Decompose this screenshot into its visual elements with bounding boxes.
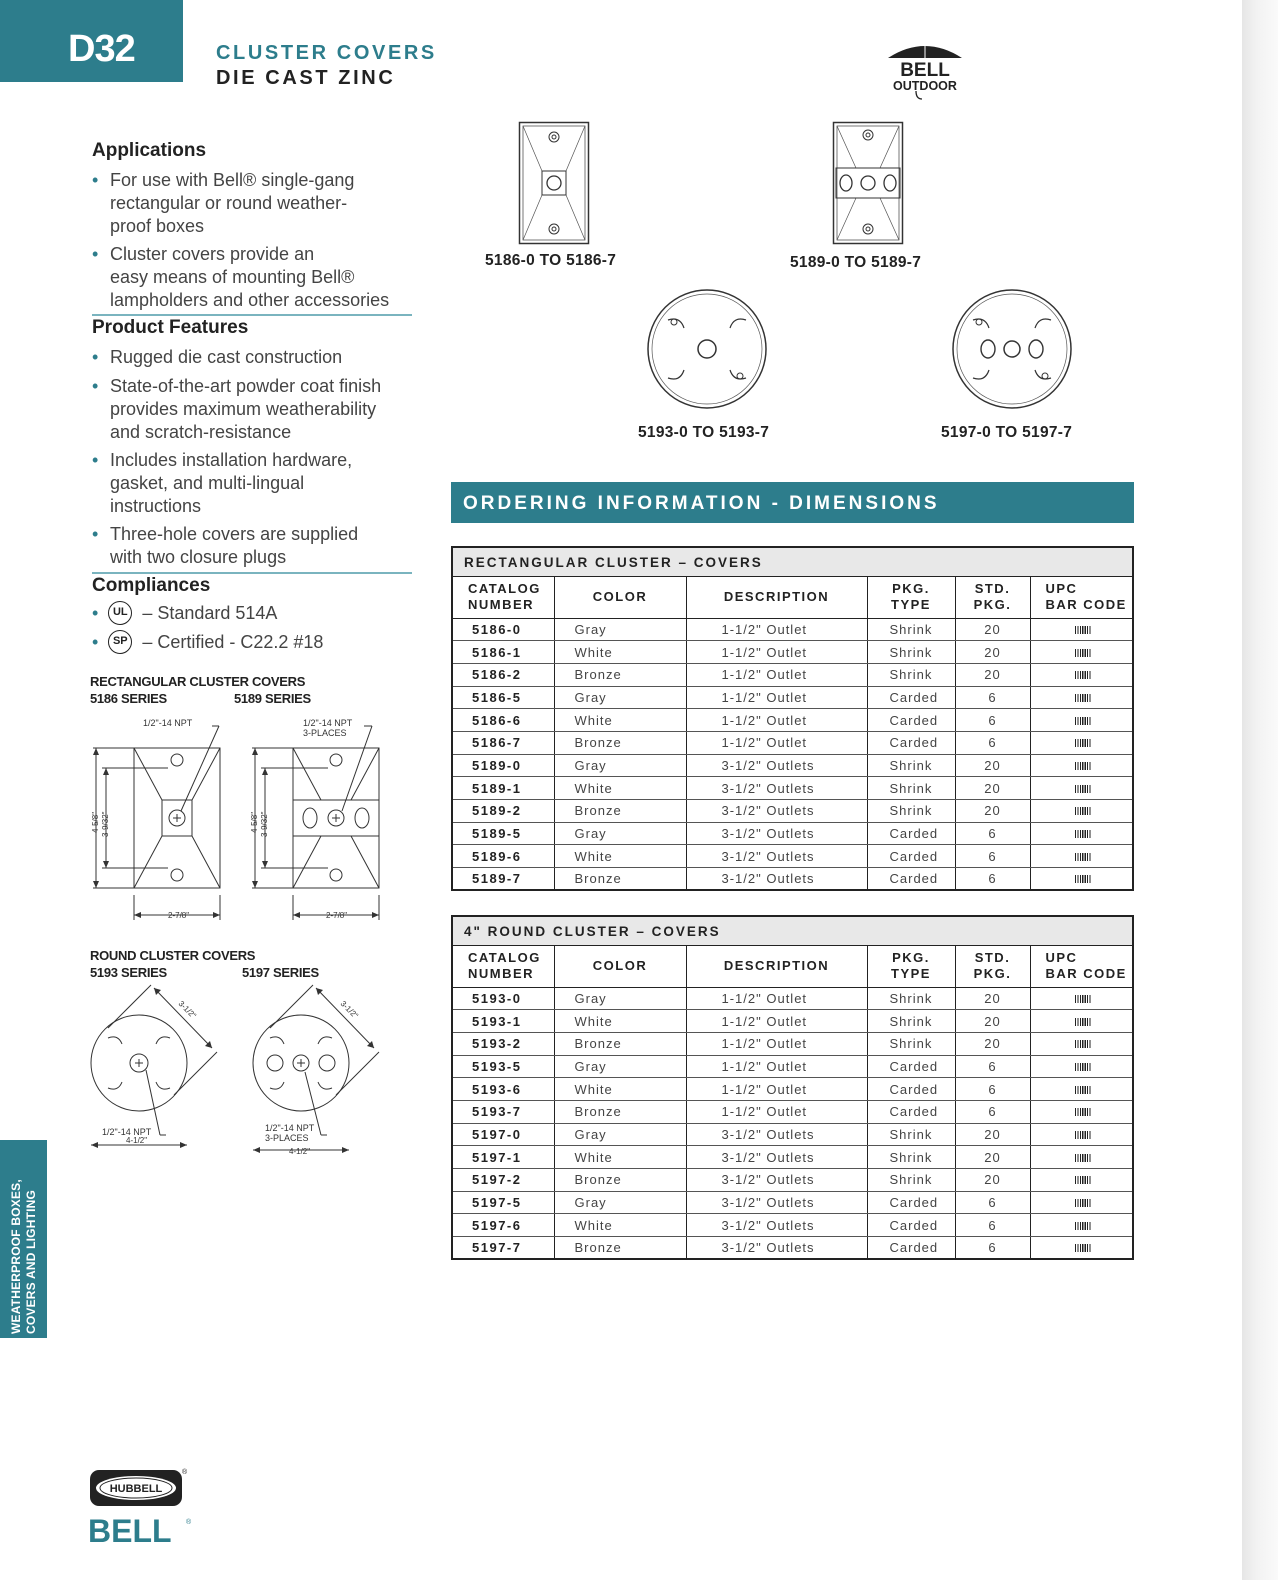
color-cell: White [554,1146,686,1169]
compliances-heading: Compliances [92,575,211,596]
product-caption: 5197-0 TO 5197-7 [941,424,1073,441]
description-cell: 3-1/2" Outlets [686,1214,867,1237]
upc-barcode-cell [1030,1010,1133,1033]
barcode-icon [1075,1108,1092,1116]
logo-outdoor-text: OUTDOOR [893,79,957,93]
pkg-type-cell: Shrink [867,1146,955,1169]
description-cell: 3-1/2" Outlets [686,1237,867,1260]
table-row [452,868,1133,891]
upc-barcode-cell [1030,800,1133,823]
dim-height-outer: 4-5/8" [91,811,100,833]
section-divider [92,314,412,316]
compliance-item: • UL – Standard 514A [92,601,277,625]
std-pkg-cell: 20 [955,987,1030,1010]
upc-barcode-cell [1030,1214,1133,1237]
features-item: • Rugged die cast construction [92,347,343,367]
series-label: 5189 SERIES [234,691,311,706]
npt-label: 1/2"-14 NPT 3-PLACES [303,718,353,738]
upc-barcode-cell [1030,618,1133,641]
std-pkg-cell: 6 [955,709,1030,732]
col-header: STD. PKG. [955,576,1030,618]
barcode-icon [1075,1154,1092,1162]
std-pkg-cell: 6 [955,731,1030,754]
features-item: • Three-hole covers are supplied with two closure plugs [92,524,359,567]
rect-dimension-drawing [88,715,388,930]
pkg-type-cell: Shrink [867,987,955,1010]
round-drawings-heading: ROUND CLUSTER COVERS [90,948,256,963]
upc-barcode-cell [1030,777,1133,800]
product-caption: 5186-0 TO 5186-7 [485,252,617,269]
col-header: DESCRIPTION [686,945,867,987]
dim-width: 2-7/8" [168,911,190,920]
std-pkg-cell: 6 [955,1191,1030,1214]
table-row [452,618,1133,641]
pkg-type-cell: Carded [867,1214,955,1237]
pkg-type-cell: Carded [867,1055,955,1078]
catalog-number: 5186-5 [452,686,554,709]
table-row [452,1214,1133,1237]
features-heading: Product Features [92,317,249,338]
barcode-icon [1075,671,1092,679]
pkg-type-cell: Shrink [867,754,955,777]
hubbell-bell-logo [88,1466,198,1548]
product-caption: 5189-0 TO 5189-7 [790,254,922,271]
table-row [452,754,1133,777]
barcode-icon [1075,1199,1092,1207]
color-cell: Gray [554,1055,686,1078]
upc-barcode-cell [1030,1100,1133,1123]
barcode-icon [1075,1018,1092,1026]
table-row [452,641,1133,664]
upc-barcode-cell [1030,845,1133,868]
catalog-number: 5189-0 [452,754,554,777]
std-pkg-cell: 20 [955,754,1030,777]
color-cell: White [554,709,686,732]
ul-mark-icon: UL [108,601,132,625]
product-image-5193 [646,288,768,410]
upc-barcode-cell [1030,1078,1133,1101]
upc-barcode-cell [1030,1237,1133,1260]
pkg-type-cell: Shrink [867,800,955,823]
description-cell: 3-1/2" Outlets [686,754,867,777]
color-cell: White [554,777,686,800]
std-pkg-cell: 20 [955,1010,1030,1033]
color-cell: Bronze [554,1169,686,1192]
color-cell: Bronze [554,1237,686,1260]
product-image-5189 [832,121,904,245]
col-header: CATALOG NUMBER [452,576,554,618]
catalog-number: 5186-6 [452,709,554,732]
catalog-number: 5193-5 [452,1055,554,1078]
description-cell: 3-1/2" Outlets [686,1191,867,1214]
std-pkg-cell: 6 [955,1055,1030,1078]
description-cell: 1-1/2" Outlet [686,709,867,732]
upc-barcode-cell [1030,1032,1133,1055]
dim-height-inner: 3-9/32" [260,811,269,837]
features-item: • State-of-the-art powder coat finish provides maximum weatherability and scratch-resistance [92,376,382,442]
table-row [452,1078,1133,1101]
table-caption: 4" ROUND CLUSTER – COVERS [452,916,1133,945]
pkg-type-cell: Shrink [867,618,955,641]
pkg-type-cell: Carded [867,1100,955,1123]
page-title: CLUSTER COVERS [216,42,437,64]
std-pkg-cell: 20 [955,800,1030,823]
color-cell: Gray [554,686,686,709]
std-pkg-cell: 6 [955,868,1030,891]
logo-hubbell-text: HUBBELL [109,1483,163,1495]
section-divider [92,572,412,574]
applications-item: • For use with Bell® single-gang rectangular or round weather- proof boxes [92,170,355,236]
color-cell: Bronze [554,868,686,891]
applications-heading: Applications [92,140,207,161]
barcode-icon [1075,694,1092,702]
barcode-icon [1075,762,1092,770]
color-cell: White [554,845,686,868]
color-cell: Gray [554,618,686,641]
bell-outdoor-logo [880,38,970,102]
color-cell: White [554,1078,686,1101]
table-row [452,663,1133,686]
catalog-number: 5186-2 [452,663,554,686]
description-cell: 1-1/2" Outlet [686,1055,867,1078]
rect-drawings-heading: RECTANGULAR CLUSTER COVERS [90,674,306,689]
barcode-icon [1075,1040,1092,1048]
col-header: PKG. TYPE [867,945,955,987]
upc-barcode-cell [1030,754,1133,777]
table-caption: RECTANGULAR CLUSTER – COVERS [452,547,1133,576]
catalog-number: 5197-1 [452,1146,554,1169]
catalog-number: 5189-7 [452,868,554,891]
col-header: COLOR [554,576,686,618]
std-pkg-cell: 20 [955,1169,1030,1192]
description-cell: 1-1/2" Outlet [686,731,867,754]
product-image-5186 [518,121,590,245]
color-cell: Gray [554,822,686,845]
description-cell: 1-1/2" Outlet [686,987,867,1010]
color-cell: Gray [554,1191,686,1214]
features-item: • Includes installation hardware, gasket, and multi-lingual instructions [92,450,353,516]
description-cell: 1-1/2" Outlet [686,641,867,664]
dim-bolt-circle: 3-1/2" [176,999,198,1021]
std-pkg-cell: 6 [955,1214,1030,1237]
barcode-icon [1075,830,1092,838]
description-cell: 3-1/2" Outlets [686,822,867,845]
page-subtitle: DIE CAST ZINC [216,67,396,89]
table-row [452,1169,1133,1192]
std-pkg-cell: 20 [955,777,1030,800]
description-cell: 3-1/2" Outlets [686,777,867,800]
pkg-type-cell: Shrink [867,777,955,800]
barcode-icon [1075,995,1092,1003]
page-code-tab: D32 [0,0,183,82]
upc-barcode-cell [1030,1123,1133,1146]
page-edge-shadow [1242,0,1278,1580]
std-pkg-cell: 6 [955,1237,1030,1260]
pkg-type-cell: Carded [867,1078,955,1101]
series-label: 5193 SERIES [90,965,167,980]
dim-height-inner: 3-9/32" [101,811,110,837]
std-pkg-cell: 20 [955,641,1030,664]
upc-barcode-cell [1030,1146,1133,1169]
table-row [452,822,1133,845]
barcode-icon [1075,626,1092,634]
round-ordering-table [451,915,1134,1260]
series-label: 5186 SERIES [90,691,167,706]
table-row [452,731,1133,754]
table-row [452,1237,1133,1260]
barcode-icon [1075,1176,1092,1184]
col-header: DESCRIPTION [686,576,867,618]
std-pkg-cell: 20 [955,1123,1030,1146]
pkg-type-cell: Carded [867,709,955,732]
color-cell: Bronze [554,663,686,686]
dim-height-outer: 4-5/8" [250,811,259,833]
pkg-type-cell: Shrink [867,641,955,664]
table-row [452,1191,1133,1214]
npt-label: 1/2"-14 NPT 3-PLACES [265,1123,315,1143]
description-cell: 3-1/2" Outlets [686,1123,867,1146]
barcode-icon [1075,649,1092,657]
barcode-icon [1075,1244,1092,1252]
barcode-icon [1075,853,1092,861]
pkg-type-cell: Carded [867,845,955,868]
col-header: UPC BAR CODE [1030,945,1133,987]
table-row [452,1100,1133,1123]
catalog-number: 5189-6 [452,845,554,868]
col-header: CATALOG NUMBER [452,945,554,987]
col-header: UPC BAR CODE [1030,576,1133,618]
catalog-number: 5193-0 [452,987,554,1010]
rect-ordering-table [451,546,1134,891]
barcode-icon [1075,1222,1092,1230]
catalog-number: 5193-6 [452,1078,554,1101]
description-cell: 3-1/2" Outlets [686,800,867,823]
dim-diameter: 4-1/2" [289,1147,311,1156]
table-row [452,1010,1133,1033]
svg-text:®: ® [182,1469,188,1476]
col-header: STD. PKG. [955,945,1030,987]
pkg-type-cell: Carded [867,731,955,754]
table-row [452,800,1133,823]
upc-barcode-cell [1030,1191,1133,1214]
description-cell: 3-1/2" Outlets [686,868,867,891]
catalog-number: 5186-7 [452,731,554,754]
catalog-number: 5193-2 [452,1032,554,1055]
pkg-type-cell: Carded [867,1191,955,1214]
barcode-icon [1075,717,1092,725]
upc-barcode-cell [1030,663,1133,686]
upc-barcode-cell [1030,868,1133,891]
table-row [452,686,1133,709]
catalog-number: 5193-7 [452,1100,554,1123]
logo-bell-footer-text: BELL [88,1513,172,1548]
npt-label: 1/2"-14 NPT [143,718,193,728]
std-pkg-cell: 20 [955,1146,1030,1169]
color-cell: White [554,641,686,664]
round-dimension-drawing [86,980,386,1160]
std-pkg-cell: 6 [955,1100,1030,1123]
color-cell: Gray [554,754,686,777]
col-header: COLOR [554,945,686,987]
catalog-number: 5197-0 [452,1123,554,1146]
table-row [452,1146,1133,1169]
color-cell: Gray [554,987,686,1010]
csa-mark-icon: SP [108,630,132,654]
color-cell: Bronze [554,800,686,823]
color-cell: Bronze [554,1100,686,1123]
svg-text:®: ® [186,1519,192,1526]
table-row [452,777,1133,800]
std-pkg-cell: 6 [955,822,1030,845]
std-pkg-cell: 6 [955,845,1030,868]
std-pkg-cell: 6 [955,1078,1030,1101]
upc-barcode-cell [1030,987,1133,1010]
color-cell: White [554,1010,686,1033]
pkg-type-cell: Carded [867,1237,955,1260]
barcode-icon [1075,875,1092,883]
barcode-icon [1075,785,1092,793]
product-caption: 5193-0 TO 5193-7 [638,424,770,441]
table-row [452,709,1133,732]
pkg-type-cell: Shrink [867,1010,955,1033]
description-cell: 1-1/2" Outlet [686,663,867,686]
upc-barcode-cell [1030,686,1133,709]
logo-bell-text: BELL [900,60,950,81]
applications-item: • Cluster covers provide an easy means of mounting Bell® lampholders and other accessories [92,244,390,310]
barcode-icon [1075,1086,1092,1094]
description-cell: 3-1/2" Outlets [686,1169,867,1192]
barcode-icon [1075,739,1092,747]
description-cell: 1-1/2" Outlet [686,618,867,641]
dim-width: 2-7/8" [326,911,348,920]
barcode-icon [1075,1131,1092,1139]
pkg-type-cell: Shrink [867,1032,955,1055]
npt-label: 1/2"-14 NPT [102,1127,152,1137]
pkg-type-cell: Carded [867,822,955,845]
upc-barcode-cell [1030,641,1133,664]
upc-barcode-cell [1030,1169,1133,1192]
color-cell: White [554,1214,686,1237]
std-pkg-cell: 20 [955,663,1030,686]
std-pkg-cell: 6 [955,686,1030,709]
upc-barcode-cell [1030,731,1133,754]
catalog-number: 5197-2 [452,1169,554,1192]
section-side-tab: WEATHERPROOF BOXES, COVERS AND LIGHTING [0,1140,47,1338]
dim-bolt-circle: 3-1/2" [338,999,360,1021]
product-image-5197 [951,288,1073,410]
catalog-number: 5189-1 [452,777,554,800]
upc-barcode-cell [1030,709,1133,732]
description-cell: 3-1/2" Outlets [686,1146,867,1169]
std-pkg-cell: 20 [955,1032,1030,1055]
std-pkg-cell: 20 [955,618,1030,641]
barcode-icon [1075,1063,1092,1071]
series-label: 5197 SERIES [242,965,319,980]
pkg-type-cell: Carded [867,868,955,891]
barcode-icon [1075,807,1092,815]
color-cell: Gray [554,1123,686,1146]
col-header: PKG. TYPE [867,576,955,618]
catalog-number: 5197-7 [452,1237,554,1260]
table-row [452,845,1133,868]
pkg-type-cell: Shrink [867,663,955,686]
table-row [452,1123,1133,1146]
color-cell: Bronze [554,731,686,754]
pkg-type-cell: Carded [867,686,955,709]
catalog-number: 5197-5 [452,1191,554,1214]
compliance-item: • SP – Certified - C22.2 #18 [92,630,323,654]
description-cell: 1-1/2" Outlet [686,686,867,709]
description-cell: 3-1/2" Outlets [686,845,867,868]
pkg-type-cell: Shrink [867,1169,955,1192]
upc-barcode-cell [1030,1055,1133,1078]
pkg-type-cell: Shrink [867,1123,955,1146]
catalog-number: 5189-5 [452,822,554,845]
description-cell: 1-1/2" Outlet [686,1032,867,1055]
ordering-info-bar: ORDERING INFORMATION - DIMENSIONS [451,482,1134,523]
table-row [452,1032,1133,1055]
dim-diameter: 4-1/2" [126,1136,148,1145]
upc-barcode-cell [1030,822,1133,845]
description-cell: 1-1/2" Outlet [686,1078,867,1101]
description-cell: 1-1/2" Outlet [686,1010,867,1033]
catalog-number: 5197-6 [452,1214,554,1237]
table-row [452,1055,1133,1078]
catalog-number: 5193-1 [452,1010,554,1033]
catalog-number: 5186-1 [452,641,554,664]
description-cell: 1-1/2" Outlet [686,1100,867,1123]
table-row [452,987,1133,1010]
catalog-number: 5189-2 [452,800,554,823]
color-cell: Bronze [554,1032,686,1055]
catalog-number: 5186-0 [452,618,554,641]
